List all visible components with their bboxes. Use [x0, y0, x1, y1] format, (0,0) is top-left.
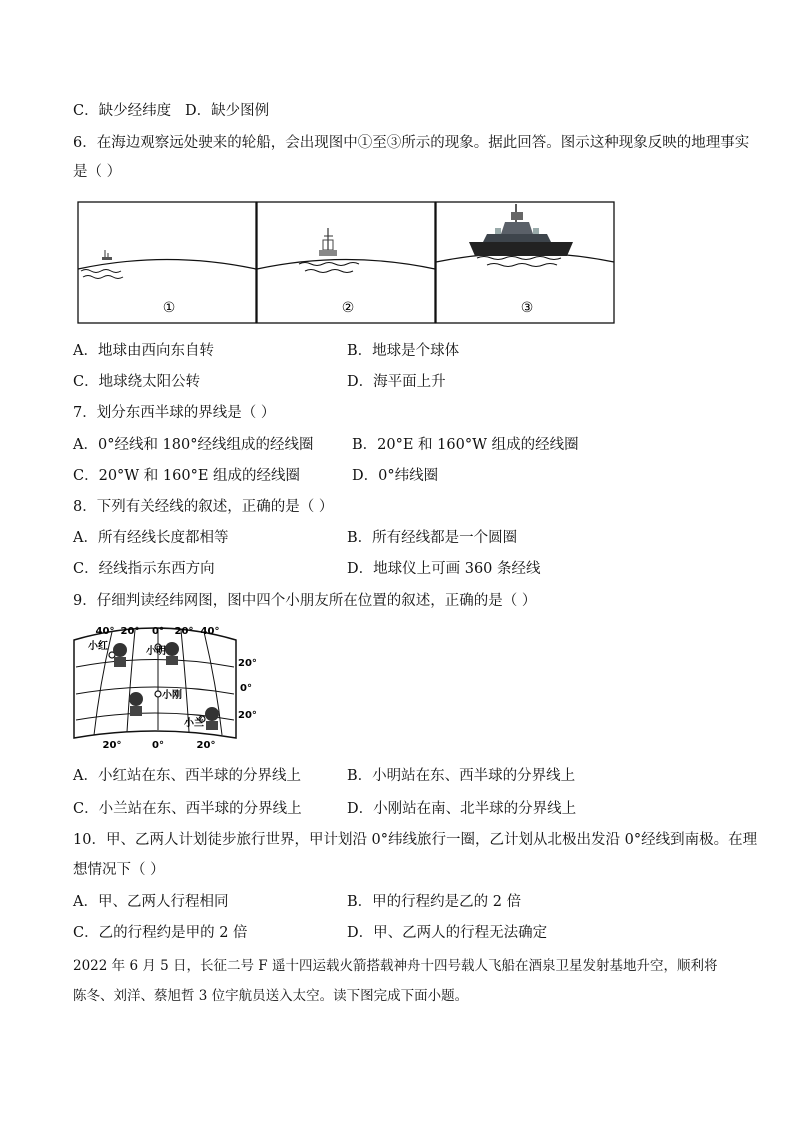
q8-option-b: B．所有经线都是一个圆圈	[347, 530, 518, 546]
q9-option-d: D．小刚站在南、北半球的分界线上	[347, 801, 577, 817]
child-name-xiaogang: 小刚	[162, 690, 182, 701]
q7-option-b: B．20°E 和 160°W 组成的经线圈	[352, 437, 579, 453]
q9-stem: 9．仔细判读经纬网图，图中四个小朋友所在位置的叙述，正确的是（ ）	[73, 593, 537, 609]
q10-stem-line2: 想情况下（ ）	[73, 862, 165, 878]
right-label-20n: 20°	[238, 658, 257, 669]
top-label-20e: 20°	[174, 626, 194, 637]
q10-option-c: C．乙的行程约是甲的 2 倍	[73, 925, 248, 941]
passage-line1: 2022 年 6 月 5 日，长征二号 F 遥十四运载火箭搭载神舟十四号载人飞船在酒泉卫星发射基地升空，顺利将	[73, 958, 718, 974]
top-label-0: 0°	[152, 626, 164, 637]
bottom-label-20e: 20°	[196, 740, 216, 751]
q9-option-b: B．小明站在东、西半球的分界线上	[347, 768, 576, 784]
passage-line2: 陈冬、刘洋、蔡旭哲 3 位宇航员送入太空。读下图完成下面小题。	[73, 988, 469, 1004]
ship-superstructure	[319, 228, 337, 256]
child-xiaogang	[129, 688, 182, 716]
bottom-label-20w: 20°	[102, 740, 122, 751]
bottom-label-0: 0°	[152, 740, 164, 751]
q6-stem-line2: 是（ ）	[73, 164, 122, 180]
top-label-40w: 40°	[95, 626, 115, 637]
figure-panel-3	[436, 202, 614, 323]
q10-stem-line1: 10．甲、乙两人计划徒步旅行世界，甲计划沿 0°纬线旅行一圈，乙计划从北极出发沿 0°经线到南极。在理	[73, 832, 758, 848]
q6-stem-line1: 6．在海边观察远处驶来的轮船，会出现图中①至③所示的现象。据此回答。图示这种现象反映的地理事实	[73, 135, 750, 151]
child-xiaoming	[146, 642, 179, 665]
q5-option-c: C．缺少经纬度	[73, 103, 172, 119]
q6-option-b: B．地球是个球体	[347, 343, 460, 359]
q9-option-c: C．小兰站在东、西半球的分界线上	[73, 801, 302, 817]
right-label-20s: 20°	[238, 710, 257, 721]
q8-option-d: D．地球仪上可画 360 条经线	[347, 561, 541, 577]
child-name-xiaolan: 小兰	[184, 718, 204, 729]
full-ship	[469, 204, 573, 256]
graticule-figure	[72, 622, 272, 752]
q6-option-a: A．地球由西向东自转	[73, 343, 214, 359]
q8-option-c: C．经线指示东西方向	[73, 561, 215, 577]
ship-mast-tip	[102, 250, 112, 260]
q9-option-a: A．小红站在东、西半球的分界线上	[73, 768, 301, 784]
top-label-40e: 40°	[200, 626, 220, 637]
q7-option-a: A．0°经线和 180°经线组成的经线圈	[73, 437, 314, 453]
q7-option-c: C．20°W 和 160°E 组成的经线圈	[73, 468, 301, 484]
q8-option-a: A．所有经线长度都相等	[73, 530, 229, 546]
right-label-0: 0°	[240, 683, 252, 694]
q7-option-d: D．0°纬线圈	[352, 468, 439, 484]
q6-option-c: C．地球绕太阳公转	[73, 374, 201, 390]
ship-horizon-figure	[77, 200, 617, 326]
q10-option-a: A．甲、乙两人行程相同	[73, 894, 229, 910]
figure-panel-2	[257, 202, 435, 323]
q6-option-d: D．海平面上升	[347, 374, 446, 390]
q7-stem: 7．划分东西半球的界线是（ ）	[73, 405, 276, 421]
q5-option-d: D．缺少图例	[185, 103, 270, 119]
q10-option-b: B．甲的行程约是乙的 2 倍	[347, 894, 522, 910]
panel-label-2: ②	[341, 300, 355, 316]
child-name-xiaohong: 小红	[88, 641, 108, 652]
figure-panel-1	[78, 202, 256, 323]
panel-label-1: ①	[162, 300, 176, 316]
panel-label-3: ③	[520, 300, 534, 316]
top-label-20w: 20°	[120, 626, 140, 637]
q10-option-d: D．甲、乙两人的行程无法确定	[347, 925, 548, 941]
child-name-xiaoming: 小明	[146, 646, 166, 657]
q8-stem: 8．下列有关经线的叙述，正确的是（ ）	[73, 499, 334, 515]
child-xiaolan	[184, 707, 219, 730]
